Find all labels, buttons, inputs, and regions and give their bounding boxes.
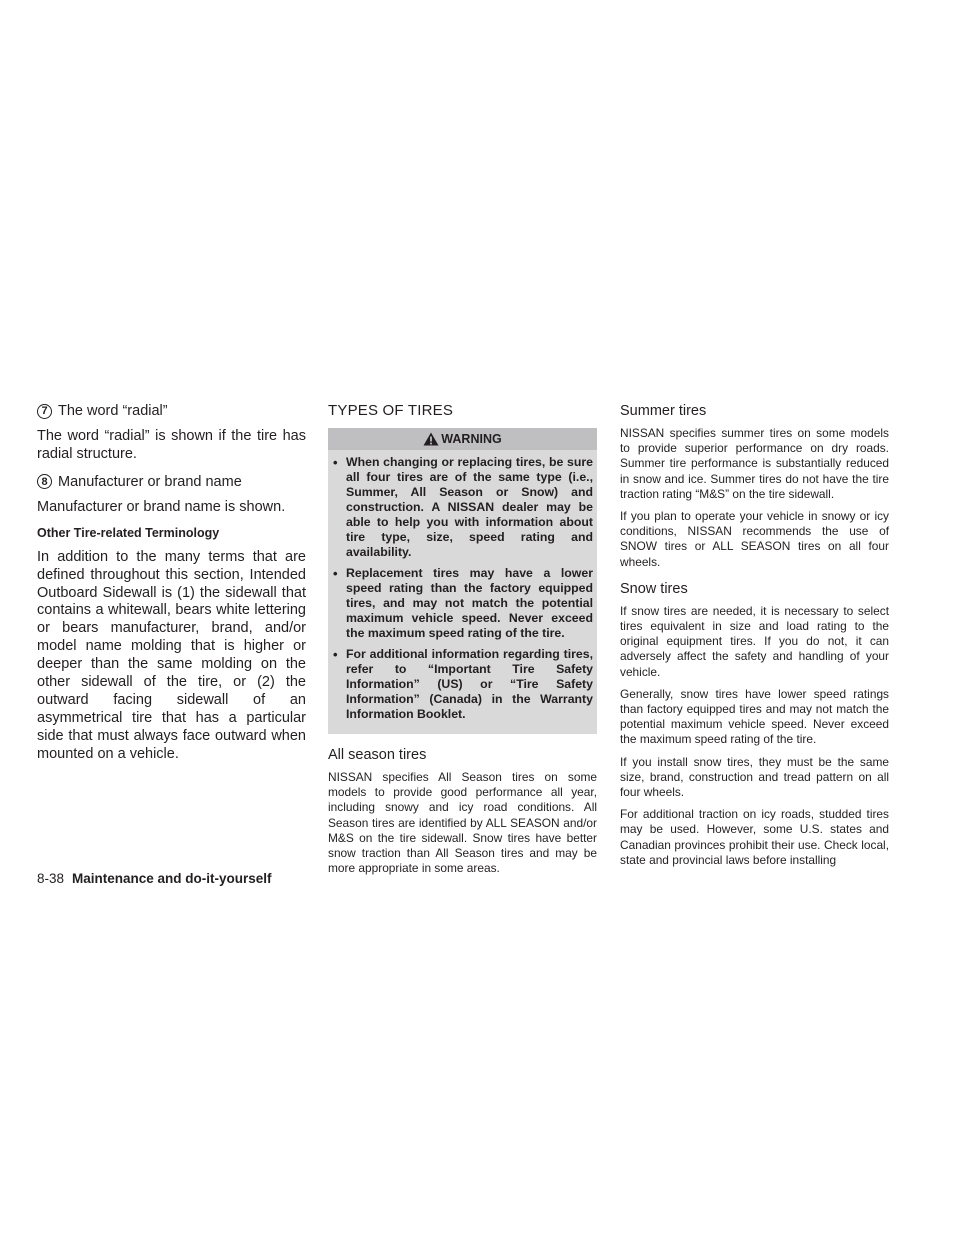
warning-header	[328, 428, 597, 450]
middle-column	[328, 400, 597, 876]
circled-number-8: 8	[37, 474, 52, 489]
page-number: 8-38	[37, 871, 65, 886]
chapter-title: Maintenance and do-it-yourself	[72, 871, 272, 886]
page-footer	[37, 871, 272, 886]
warning-box	[328, 428, 597, 734]
circled-number-7: 7	[37, 404, 52, 419]
snow-tires-paragraph: If snow tires are needed, it is necessary to select tires equivalent in size and load rating to the original equipment tires. If you do not, it can adversely affect the safety and handling of your vehicle.	[620, 603, 889, 679]
left-column	[37, 400, 306, 764]
warning-triangle-icon	[423, 432, 439, 446]
warning-bullet: • For additional information regarding tires, refer to “Important Tire Safety Information” (US) or “Tire Safety Information” (Canada) in the Warranty Information Booklet.	[332, 647, 593, 722]
all-season-title: All season tires	[328, 747, 427, 763]
terminology-text: In addition to the many terms that are defined throughout this section, Intended Outboard Sidewall is (1) the sidewall that contains a whitewall, bears white lettering or bears manufacturer, brand, and/or model name molding that is higher or deeper than the same molding on the other sidewall of the tire, or (2) the outward facing sidewall of an asymmetrical tire that has a particular side that must always face outward when mounted on a vehicle.	[37, 548, 306, 762]
warning-bullet: • When changing or replacing tires, be sure all four tires are of the same type (i.e., Summer, All Season or Snow) and construction. A NISSAN dealer may be able to help you with information about tire type, size, speed rating and availability.	[332, 455, 593, 560]
snow-tires-paragraph: Generally, snow tires have lower speed ratings than factory equipped tires and may not match the potential maximum vehicle speed. Never exceed the maximum speed rating of the tire.	[620, 686, 889, 747]
item-7-heading	[37, 402, 306, 420]
terminology-heading: Other Tire-related Terminology	[37, 525, 220, 540]
snow-tires-title: Snow tires	[620, 580, 688, 597]
section-title: TYPES OF TIRES	[328, 402, 454, 419]
warning-label: WARNING	[441, 432, 502, 446]
all-season-text: NISSAN specifies All Season tires on some models to provide good performance all year, including snowy and icy road conditions. All Season tires are identified by ALL SEASON and/or M&S on the tire sidewall. Snow tires have better snow traction than All Season tires and may be more appropriate in some areas.	[328, 770, 597, 876]
item-7-title: The word “radial”	[58, 403, 168, 419]
item-7-text: The word “radial” is shown if the tire has radial structure.	[37, 428, 306, 462]
right-column	[620, 400, 889, 868]
summer-tires-title: Summer tires	[620, 403, 707, 419]
warning-bullet: • Replacement tires may have a lower speed rating than the factory equipped tires, and may not match the potential maximum vehicle speed. Never exceed the maximum speed rating of the tire.	[332, 566, 593, 641]
summer-tires-paragraph: If you plan to operate your vehicle in snowy or icy conditions, NISSAN recommends the use of SNOW tires or ALL SEASON tires on all four wheels.	[620, 509, 889, 569]
snow-tires-paragraph: If you install snow tires, they must be the same size, brand, construction and tread pattern on all four wheels.	[620, 754, 889, 800]
item-8-heading	[37, 473, 306, 491]
snow-tires-paragraph: For additional traction on icy roads, studded tires may be used. However, some U.S. states and Canadian provinces prohibit their use. Check local, state and provincial laws before installing	[620, 807, 889, 867]
warning-list	[328, 450, 597, 730]
summer-tires-paragraph: NISSAN specifies summer tires on some models to provide superior performance on dry roads. Summer tire performance is substantially reduced in snow and ice. Summer tires do not have the tire traction rating “M&S” on the tire sidewall.	[620, 426, 889, 501]
item-8-title: Manufacturer or brand name	[58, 473, 242, 490]
item-8-text: Manufacturer or brand name is shown.	[37, 498, 286, 515]
